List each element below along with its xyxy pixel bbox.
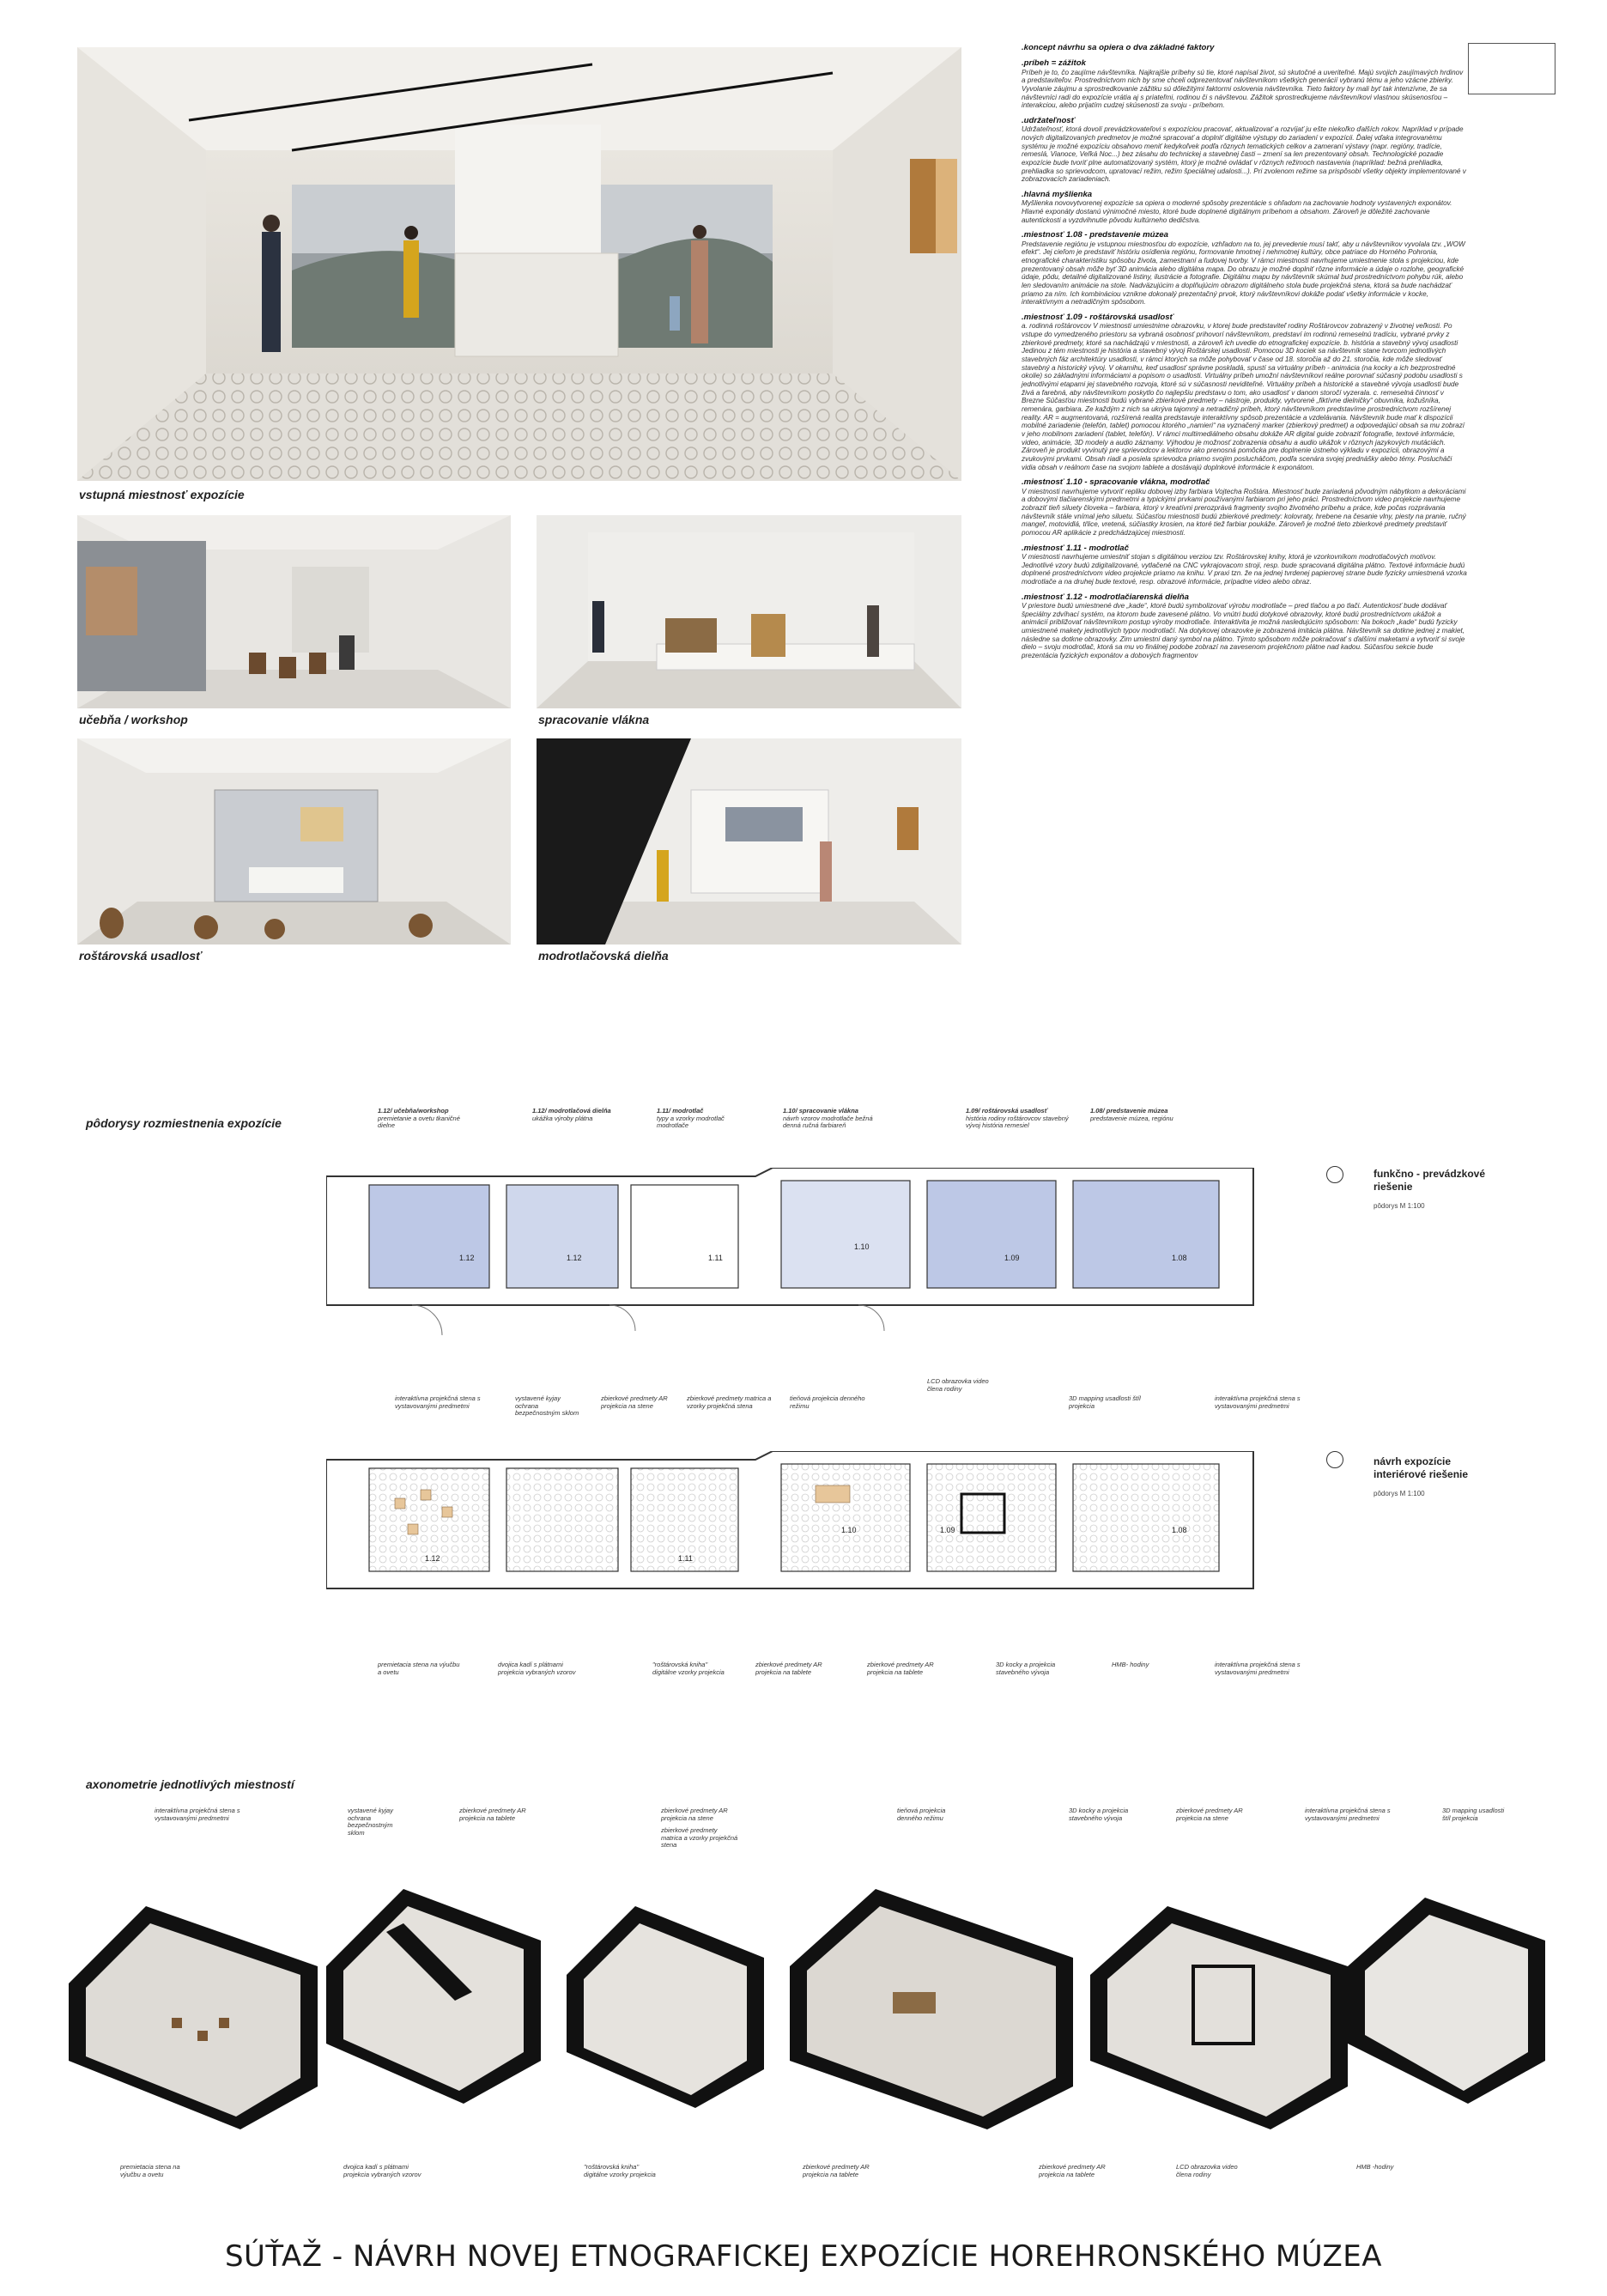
axon-tag: 3D kocky a projekcia stavebného vývoja — [1069, 1807, 1129, 1822]
render-fiber-processing — [537, 515, 961, 708]
plan2-tag: LCD obrazovka video člena rodiny — [927, 1377, 989, 1393]
axon-tag: HMB -hodiny — [1356, 2163, 1394, 2171]
plan2-tag: zbierkové predmety AR projekcia na tablete — [867, 1661, 934, 1676]
heading-room-110: .miestnosť 1.10 - spracovanie vlákna, modrotlač — [1022, 477, 1210, 488]
heading-room-109: .miestnosť 1.09 - roštárovská usadlosť — [1022, 313, 1174, 323]
axon-tag: dvojica kadí s plátnami projekcia vybraných vzorov — [343, 2163, 421, 2178]
plan2-room — [781, 1464, 910, 1571]
paragraph-room-112: V priestore budú umiestnené dve „kade“, ktoré budú symbolizovať výrobu modrotlače – pred tlačou a po tlači. Autentickosť bude dodávať špeciálny zdvíhací systém, na ktorom bude zavesené plátno. Vo vnútri budú dotykové obrazovky, ktoré budú prostredníctvom ukážok a animácií približovať návštevníkom postup výroby modrotlače. Interaktivita je možná nasledujúcim spôsobom: Na bokoch „kade“ budú fyzicky umiestnené makety jednotlivých typov modrotlačí. Na dotykovej obrazovke je zobrazená imitácia plátna. Návštevník sa dotkne jednej z makiet, následne sa dotkne obrazovky. Zim umiestní daný symbol na plátno. Týmto spôsobom môže pokračovať s ďalšími maketami a vytvoriť si svoje dielo – svoju modrotlač, ktorá sa mu vo finálnej podobe zobrazí na zavesenom projekčnom plátne nad kadou. Súčasťou sekcie bude prezentácia fyzických exponátov a dobových fragmentov — [1022, 602, 1465, 660]
axon-tag: zbierkové predmety matrica a vzorky projekčná stena — [661, 1826, 738, 1850]
axon-tag: zbierkové predmety AR projekcia na tablete — [803, 2163, 870, 2178]
axon-tag: interaktívna projekčná stena s vystavovanými predmetmi — [1305, 1807, 1391, 1822]
plan2-tag: zbierkové predmety matrica a vzorky projekčná stena — [687, 1394, 772, 1410]
plan1-tag: 1.12/ učebňa/workshop premietanie a ovetu tkaničné dielne — [378, 1107, 460, 1130]
axon-room — [69, 1906, 318, 2129]
caption-blueprint-workshop: modrotlačovská dielňa — [538, 949, 669, 963]
plan2-tag: "roštárovská kniha" digitálne vzorky projekcia — [652, 1661, 725, 1676]
axon-tag: zbierkové predmety AR projekcia na stene — [661, 1807, 728, 1822]
caption-fiber-processing: spracovanie vlákna — [538, 713, 650, 726]
plan1-tag: 1.08/ predstavenie múzea predstavenie múzea, regiónu — [1090, 1107, 1173, 1122]
plan2-tag: vystavené kyjay ochrana bezpečnostným sklom — [515, 1394, 579, 1418]
axon-tag: interaktívna projekčná stena s vystavovanými predmetmi — [155, 1807, 240, 1822]
plan1-label: funkčno - prevádzkové riešenie — [1374, 1168, 1486, 1193]
plan1-tag: 1.11/ modrotlač typy a vzorky modrotlač modrotlače — [657, 1107, 725, 1130]
plan2-tag: tieňová projekcia denného režimu — [790, 1394, 865, 1410]
plan2-tag: 3D kocky a projekcia stavebného vývoja — [996, 1661, 1056, 1676]
caption-rostar-homestead: roštárovská usadlosť — [79, 949, 202, 963]
concept-text-column — [1022, 43, 1468, 660]
axon-room — [790, 1889, 1073, 2129]
heading-story: .príbeh = zážitok — [1022, 58, 1086, 69]
caption-workshop: učebňa / workshop — [79, 713, 188, 726]
paragraph-main-idea: Myšlienka novovytvorenej expozície sa opiera o moderné spôsoby prezentácie s ohľadom na zachovanie hodnoty vystavených exponátov. Hlavné exponáty dostanú výnimočné miesto, ktoré bude doplnené digitálnym príbehom a obsahom. Zároveň je dôležité zachovanie autentickosti a vyzdvihnutie pôvodu kultúrneho dedičstva. — [1022, 199, 1452, 224]
axon-tag: tieňová projekcia denného režimu — [897, 1807, 946, 1822]
paragraph-room-111: V miestnosti navrhujeme umiestniť stojan s digitálnou verziou tzv. Roštárovskej knihy, ktorá je vzorkovníkom modrotlačových motívov. Jednotlivé vzory budú zdigitalizované, vytlačené na CNC vykrajovacom stroji, resp. bude spracovaná digitálna plátno. Textové informácie budú doplnené prostredníctvom video projekcie priamo na knihu. V praxi tzn. že na jednej tvrdenej papierovej strane bude fyzicky umiestnená vzorka modrotlače a na druhej bude textové, resp. obrazové informácie, prípadne video alebo obraz. — [1022, 553, 1467, 586]
render-blueprint-workshop — [537, 738, 961, 945]
room-number: 1.11 — [678, 1554, 693, 1563]
plan1-room — [369, 1185, 489, 1288]
plan2-tag: HMB- hodiny — [1112, 1661, 1149, 1668]
plan1-tag: 1.12/ modrotlačová dielňa ukážka výroby plátna — [532, 1107, 611, 1122]
main-render-entrance — [77, 47, 961, 481]
concept-title: .koncept návrhu sa opiera o dva základné faktory — [1022, 43, 1215, 52]
heading-room-111: .miestnosť 1.11 - modrotlač — [1022, 543, 1129, 553]
room-number: 1.12 — [567, 1254, 582, 1262]
axon-room — [326, 1889, 541, 2104]
room-number: 1.10 — [841, 1526, 857, 1534]
north-arrow-icon — [1326, 1166, 1343, 1183]
room-number: 1.12 — [425, 1554, 440, 1563]
plans-title: pôdorysy rozmiestnenia expozície — [86, 1116, 282, 1130]
room-number: 1.12 — [459, 1254, 475, 1262]
room-number: 1.08 — [1172, 1254, 1187, 1262]
room-number: 1.09 — [1004, 1254, 1020, 1262]
plan2-tag: interaktívna projekčná stena s vystavovanými predmetmi — [1215, 1661, 1301, 1676]
plan2-tag: interaktívna projekčná stena s vystavovanými predmetmi — [395, 1394, 481, 1410]
heading-sustainability: .udržateľnosť — [1022, 115, 1076, 125]
north-arrow-icon — [1326, 1451, 1343, 1468]
plan1-room — [631, 1185, 738, 1288]
plan2-tag: premietacia stena na výučbu a ovetu — [378, 1661, 460, 1676]
paragraph-sustainability: Udržateľnosť, ktorá dovolí prevádzkovateľovi s expozíciou pracovať, aktualizovať a rozvíjať ju ešte niekoľko ďalších rokov. Napríklad v prípade nových digitalizovaných predmetov je možné spracovať a doplniť digitálne výstupy do zariadení v expozícii. Ďalej vďaka integrovanému systému je možné expozíciu obsahovo meniť kedykoľvek podľa rôznych tematických celkov a zameraní výstavy (napr. regióny, tradície, remeslá, Vianoce, Veľká Noc...) bez zásahu do technickej a stavebnej časti – zmení sa len prezentovaný obsah. Technologické pozadie expozície bude tvoriť plne automatizovaný systém, ktorý je možné ovládať v rôznych režimoch nastavenia (napríklad: bežná prehliadka, prehliadka so sprievodcom, upratovací režim, režim špeciálnej udalosti...). Pri zvolenom režime sa prispôsobí všetky objekty implementované v zobrazovacích zariadeniach. — [1022, 125, 1466, 184]
plan2-tag: 3D mapping usadlosti štíl projekcia — [1069, 1394, 1141, 1410]
render-workshop — [77, 515, 511, 708]
plan1-room — [781, 1181, 910, 1288]
plan2-tag: zbierkové predmety AR projekcia na tablete — [755, 1661, 822, 1676]
axon-room — [1090, 1906, 1348, 2129]
plan1-room — [1073, 1181, 1219, 1288]
axon-tag: zbierkové predmety AR projekcia na tablete — [1039, 2163, 1106, 2178]
axon-title: axonometrie jednotlivých miestností — [86, 1777, 294, 1791]
plan1-room — [506, 1185, 618, 1288]
axon-tag: zbierkové predmety AR projekcia na tablete — [459, 1807, 526, 1822]
axon-tag: premietacia stena na výučbu a ovetu — [120, 2163, 180, 2178]
room-number: 1.08 — [1172, 1526, 1187, 1534]
plan1-tag: 1.09/ roštárovská usadlosť história rodiny roštárovcov stavebný vývoj história remesiel — [966, 1107, 1069, 1130]
plan2-tag: interaktívna projekčná stena s vystavovanými predmetmi — [1215, 1394, 1301, 1410]
axon-tag: zbierkové predmety AR projekcia na stene — [1176, 1807, 1243, 1822]
floor-plan-interior — [326, 1451, 1270, 1623]
plan2-tag: dvojica kadí s plátnami projekcia vybraných vzorov — [498, 1661, 576, 1676]
room-number: 1.09 — [940, 1526, 955, 1534]
plan2-room — [1073, 1464, 1219, 1571]
room-number: 1.10 — [854, 1242, 870, 1251]
heading-room-108: .miestnosť 1.08 - predstavenie múzea — [1022, 230, 1168, 240]
axon-tag: vystavené kyjay ochrana bezpečnostným sklom — [348, 1807, 393, 1837]
axon-tag: LCD obrazovka video člena rodiny — [1176, 2163, 1238, 2178]
axonometries — [69, 1872, 1545, 2129]
heading-main-idea: .hlavná myšlienka — [1022, 190, 1093, 199]
caption-main-render: vstupná miestnosť expozície — [79, 488, 245, 501]
page-footer-title: SÚŤAŽ - NÁVRH NOVEJ ETNOGRAFICKEJ EXPOZÍCIE HOREHRONSKÉHO MÚZEA — [224, 2239, 1383, 2274]
paragraph-room-108: Predstavenie regiónu je vstupnou miestnosťou do expozície, vzhľadom na to, jej prevedenie musí takť, aby u návštevníkov vyvolala tzv. „WOW efekt“. Jej cieľom je predstaviť históriu osídlenia regiónu, formovanie hmotnej i nehmotnej kultúry, obce patriace do Horného Pohronia, etnografické charakteristiku spôsobu života, zamestnaní a ľudovej tvorby. V rámci miestnosti navrhujeme umiestnenie stola s projekciou, kde prezentovaný obsah môže byť 3D animácia alebo digitálna mapa. Do obrazu je možné doplniť rôzne informácie a údaje o rozlohe, geografické údaje, pôdu, detailné digitalizované listiny, ilustrácie a fotografie. Digitálnu mapu by návštevník skúmal bud prostredníctvom pohybu rúk, alebo len sledovaním animácie na stole. Nadväzujúcim a doplňujúcim obrazom digitálneho stola bude projekčná stena, ktorá sa bude nachádzať priamo za ním. Ich kombináciou vznikne dokonalý prezentačný prvok, ktorý návštevníkovi dokáže podať všetky informácie v kocke, interaktívnym a netradičným spôsobom. — [1022, 240, 1465, 307]
paragraph-room-109: a. rodinná roštárovcov V miestnosti umiestnime obrazovku, v ktorej bude predstaviteľ rodiny Roštárovcov zobrazený v životnej veľkosti. Po vstupe do vymedzeného priestoru sa vybraná osobnosť prihovorí návštevníkom, predstaví im rodinnú remeselnú tradíciu, vybrané prvky z zbierkové predmety, ktoré sa nachádzajú v miestnosti, a zároveň ich uvedie do etnografickej expozície. b. história a stavebný vývoj usadlosti Jedinou z tém miestnosti je história a stavebný vývoj Roštárskej usadlosti. Pomocou 3D kociek sa návštevník stane tvorcom jednotlivých stavebných fáz architektúry usadlosti, v rámci ktorých sa môže pohybovať v čase od 18. storočia až do 21. storočia, kde môže sledovať stavebný a historický vývoj. V okamihu, keď usadlosť správne poskladá, spustí sa virtuálny príbeh - animácia (na kocky a ich bezprostredné okolie) so základnými informáciami a popisom o usadlosti. Virtuálny príbeh umožní návštevníkovi reálne porovnať súčasný podobu usadlosti s jednotlivými etapami jej stavebného rozvoja, ktoré sú v súčasnosti neviditeľné. Virtuálny príbeh a historické a stavebné vývoja usadlosti bude živá a farebná, aby návštevníkom poskytlo čo najlepšiu predstavu o tom, ako usadlosť v danom storočí vyzerala. c. remeselná činnosť v Brezne Súčasťou miestnosti budú vybrané zbierkové predmety – nástroje, produkty, vytvorené „fiktívne dielničky“ obuvníka, kožušníka, remenára, garbiara. Ze každým z nich sa ukrýva tajomný a netradičný príbeh, ktorý návštevníkom predstavíme prostredníctvom rozšírenej reality. AR = augmentovaná, rozšírená realita predstavuje interaktívny spôsob prezentácie a vzdelávania. Návštevník bude mať k dispozícii mobilné zariadenie (telefón, tablet) pomocou ktorého „namieri“ na vyznačený marker (zbierkový predmet) a odpovedajúci obsah sa mu zobrazí v jeho mobilnom zariadení (tablet, telefón). V rámci multimediálneho obsahu dokáže AR digital guide zobraziť fotografie, textové informácie, video, animácie, 3D modely a audio záznamy. Výhodou je možnosť zobrazenia obsahu a audio ukážok v rôznych jazykových mutáciách. Zároveň je produkt vyvinutý pre sprievodcov a lektorov ako prenosná pomôcka pre doplnenie ústneho výkladu v expozícii, obrazovými a zvukovými prvkami. Obsah riadi a posiela sprievodca priamo svojim poslucháčom, podľa scenára svojej prednášky alebo témy. Poslucháči vidia obsah v reálnom čase na svojom tablete a dostávajú doplnkové informácie k exponátom. — [1022, 322, 1465, 471]
plan2-scale: pôdorys M 1:100 — [1374, 1490, 1425, 1497]
axon-tag: 3D mapping usadlosti štíl projekcia — [1442, 1807, 1505, 1822]
axon-room — [1348, 1898, 1545, 2104]
paragraph-story: Príbeh je to, čo zaujíme návštevníka. Najkrajšie príbehy sú tie, ktoré napísal život, sú skutočné a uveriteľné. Majú svojich zaujímavých hrdinov a predstaviteľov. Prostredníctvom nich by sme chceli odprezentovať návštevníkom všetkých generácií vybranú tému a jeho vzácne zbierky. Vyvolanie záujmu a sprostredkovanie zážitku sú dôležitými faktormi oslovenia návštevníka. Tieto faktory by mali byť tak intenzívne, že sa návštevníci radi do expozície vrátia aj s priateľmi, rodinou či s návštevou. Zážitok sprostredkujeme návštevníkovi vlastnou skúsenosťou – interakciou, alebo prijatím cudzej skúsenosti za svoju - príbehom. — [1022, 68, 1464, 110]
floor-plan-functional — [326, 1168, 1270, 1339]
plan1-room — [927, 1181, 1056, 1288]
heading-room-112: .miestnosť 1.12 - modrotlačiarenská dielňa — [1022, 592, 1189, 602]
plan2-tag: zbierkové predmety AR projekcia na stene — [601, 1394, 668, 1410]
paragraph-room-110: V miestnosti navrhujeme vytvoriť repliku dobovej izby farbiara Vojtecha Roštára. Miestnosť bude zariadená pôvodným nábytkom a dekoráciami a dobovými tlačiarenskými predmetmi a typickými prvkami používanými farbiarom pri jeho práci. Prostredníctvom video projekcie navrhujeme zobraziť tieň siluety človeka – farbiara, ktorý v kreatívni prerozprává fragmenty svojho životného príbehu a práce, kde počas rozprávania návštevník stále vnímal jeho siluetu. Súčasťou miestnosti budú zbierkové predmety: kolovraty, hrebene na česanie vlny, piesty na pranie, ručný mangeľ, motovidlá, tŕlice, vretená, súčiastky krosien, na ktoré tiež farbiar poukáže. Zároveň je možné tieto zbierkové predmety predstaviť pomocou AR aplikácie z predchádzajúcej miestnosti. — [1022, 487, 1466, 538]
plan2-label: návrh expozície interiérové riešenie — [1374, 1455, 1469, 1480]
plan1-tag: 1.10/ spracovanie vlákna návrh vzorov modrotlače bežná denná ručná farbiareň — [783, 1107, 873, 1130]
plan1-scale: pôdorys M 1:100 — [1374, 1202, 1425, 1210]
plan2-room — [927, 1464, 1056, 1571]
render-rostar-homestead — [77, 738, 511, 945]
room-number: 1.11 — [708, 1254, 723, 1262]
plan2-room — [506, 1468, 618, 1571]
axon-room — [567, 1906, 764, 2108]
scale-box — [1468, 43, 1555, 94]
axon-tag: "roštárovská kniha" digitálne vzorky projekcia — [584, 2163, 656, 2178]
